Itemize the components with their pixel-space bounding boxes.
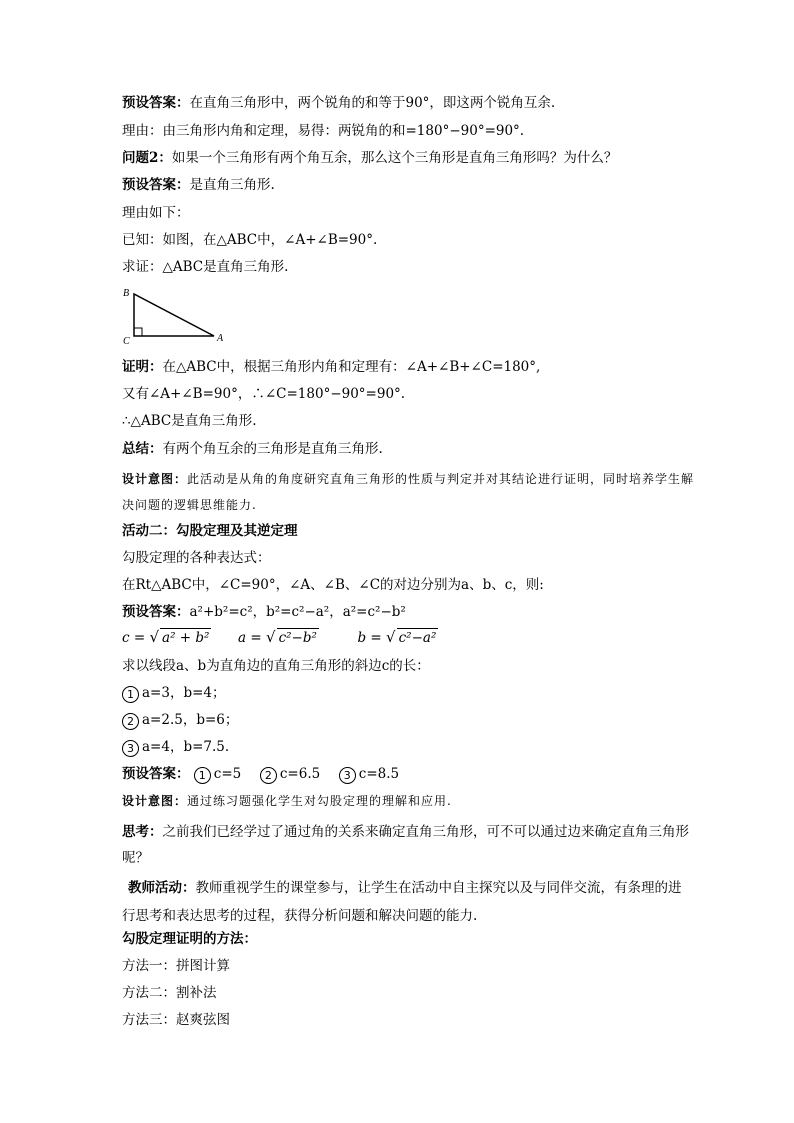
design-intent-2	[122, 792, 452, 810]
question-label: 问题2：	[122, 150, 172, 166]
sqrt-formulas: c = √ a² + b² a = √ c²−b² b = √ c²−a²	[122, 628, 437, 646]
methods-heading: 勾股定理证明的方法：	[122, 931, 257, 947]
circled-number-1: 1	[122, 686, 139, 703]
proof-label: 证明：	[122, 359, 163, 375]
q2-answer	[122, 176, 275, 194]
think-text: 之前我们已经学过了通过角的关系来确定直角三角形，可不可以通过边来确定直角三角形呢？	[122, 824, 689, 866]
proof-line-3: ∴△ABC是直角三角形.	[122, 413, 257, 429]
circled-number-3: 3	[122, 740, 139, 757]
answer-label: 预设答案：	[122, 766, 190, 782]
vertex-b-label: B	[123, 288, 130, 299]
answer-text: 是直角三角形.	[189, 177, 275, 193]
teacher-text: 教师重视学生的课堂参与，让学生在活动中自主探究以及与同伴交流，有条理的进行思考和表达思考的过程，获得分析问题和解决问题的能力.	[122, 880, 682, 924]
sqrt-b-radicand: c²−a²	[398, 630, 437, 646]
sqrt-a-prefix: a =	[238, 630, 266, 646]
exercise-2-text: a=2.5，b=6；	[142, 712, 239, 728]
circled-number-2: 2	[260, 767, 277, 784]
vertex-a-label: A	[217, 333, 224, 344]
exercise-answers	[122, 765, 399, 784]
q1-reason: 理由：由三角形内角和定理，易得：两锐角的和=180°−90°=90°.	[122, 123, 525, 139]
answer-text: 在直角三角形中，两个锐角的和等于90°，即这两个锐角互余.	[189, 95, 556, 111]
design-text: 通过练习题强化学生对勾股定理的理解和应用.	[187, 794, 452, 808]
q1-answer	[122, 94, 555, 112]
answer-2: c=6.5	[279, 766, 321, 782]
think-paragraph	[122, 819, 694, 871]
pythagoras-forms-intro: 勾股定理的各种表达式：	[122, 550, 271, 566]
reason-intro: 理由如下：	[122, 205, 190, 221]
question-2	[122, 149, 617, 167]
design-label: 设计意图：	[122, 472, 188, 486]
answer-label: 预设答案：	[122, 177, 190, 193]
design-intent-1	[122, 466, 702, 518]
summary-label: 总结：	[122, 441, 163, 457]
exercise-prompt: 求以线段a、b为直角边的直角三角形的斜边c的长：	[122, 658, 430, 674]
triangle-setup: 在Rt△ABC中，∠C=90°，∠A、∠B、∠C的对边分别为a、b、c，则:	[122, 577, 544, 593]
sqrt-b-prefix: b =	[357, 630, 387, 646]
right-triangle-figure	[118, 284, 238, 346]
exercise-2	[122, 711, 238, 730]
method-1: 方法一：拼图计算	[122, 958, 230, 974]
answer-1: c=5	[213, 766, 242, 782]
answer-label: 预设答案：	[122, 604, 190, 620]
exercise-3-text: a=4，b=7.5.	[142, 739, 230, 755]
sqrt-c-prefix: c =	[122, 630, 150, 646]
methods-title	[122, 930, 257, 948]
exercise-1	[122, 684, 226, 703]
design-label: 设计意图：	[122, 794, 188, 808]
given-statement: 已知：如图，在△ABC中，∠A+∠B=90°.	[122, 232, 378, 248]
formula-answer	[122, 603, 406, 621]
proof-line-1	[122, 358, 540, 376]
answer-3: c=8.5	[358, 766, 400, 782]
circled-number-2: 2	[122, 713, 139, 730]
teacher-label: 教师活动：	[128, 880, 196, 896]
method-3: 方法三：赵爽弦图	[122, 1012, 230, 1028]
prove-statement: 求证：△ABC是直角三角形.	[122, 259, 289, 275]
activity-2-title	[122, 522, 298, 540]
proof-line-2: 又有∠A+∠B=90°，∴∠C=180°−90°=90°.	[122, 386, 406, 402]
question-text: 如果一个三角形有两个角互余，那么这个三角形是直角三角形吗？为什么？	[171, 150, 618, 166]
answer-label: 预设答案：	[122, 95, 190, 111]
summary	[122, 440, 383, 458]
right-angle-mark	[134, 328, 142, 336]
proof-text-1: 在△ABC中，根据三角形内角和定理有：∠A+∠B+∠C=180°,	[162, 359, 541, 375]
exercise-3	[122, 738, 229, 757]
teacher-activity	[122, 874, 694, 930]
circled-number-1: 1	[194, 767, 211, 784]
exercise-1-text: a=3，b=4；	[142, 685, 226, 701]
think-label: 思考：	[122, 824, 163, 840]
summary-text: 有两个角互余的三角形是直角三角形.	[162, 441, 383, 457]
circled-number-3: 3	[339, 767, 356, 784]
formula-list: a²+b²=c²，b²=c²−a²，a²=c²−b²	[189, 604, 406, 620]
sqrt-c-radicand: a² + b²	[162, 630, 210, 646]
design-text: 此活动是从角的角度研究直角三角形的性质与判定并对其结论进行证明，同时培养学生解决问题的逻辑思维能力.	[122, 472, 695, 512]
triangle-shape	[134, 294, 214, 336]
vertex-c-label: C	[123, 336, 130, 346]
sqrt-a-radicand: c²−b²	[278, 630, 317, 646]
activity-title: 活动二：勾股定理及其逆定理	[122, 523, 298, 539]
method-2: 方法二：割补法	[122, 985, 217, 1001]
